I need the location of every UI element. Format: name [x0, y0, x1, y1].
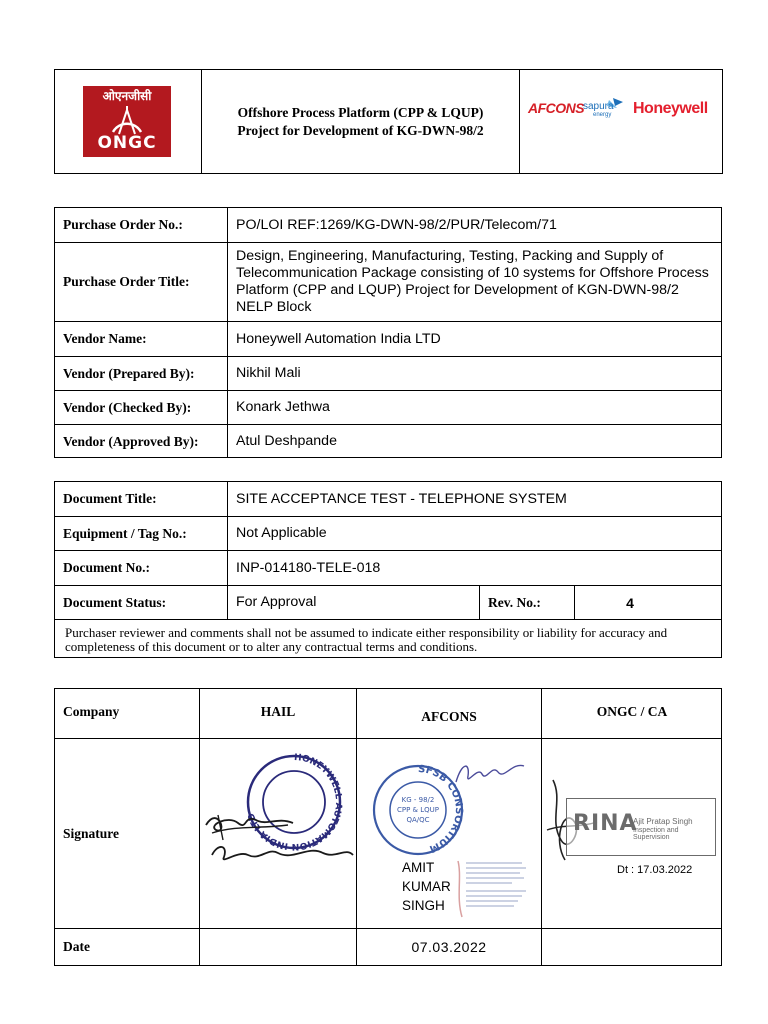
project-title: [202, 69, 519, 174]
doc-no-value: INP-014180-TELE-018: [236, 559, 381, 576]
digital-signature-block-icon: [452, 857, 538, 923]
rina-inspector-role: Inspection and Supervision: [633, 827, 679, 841]
approved-by-value: Atul Deshpande: [236, 433, 337, 449]
doc-no-label: Document No.:: [63, 560, 150, 575]
ongc-logo: [83, 86, 171, 157]
tag-no-label: Equipment / Tag No.:: [63, 525, 187, 541]
row-signature: Signature: [63, 825, 120, 841]
hail-signature-icon: [198, 795, 358, 875]
tag-no-value: Not Applicable: [236, 525, 327, 541]
prepared-by-value: Nikhil Mali: [236, 365, 301, 381]
disclaimer-note: Purchaser reviewer and comments shall not be assumed to indicate either responsibility or liability for accuracy and completeness of this document or to alter any contractual terms and conditions.: [65, 625, 668, 654]
svg-text:CPP & LQUP: CPP & LQUP: [397, 806, 439, 814]
vendor-name-value: Honeywell Automation India LTD: [236, 330, 441, 347]
doc-status-label: Document Status:: [63, 594, 167, 610]
ongc-logo-hindi: ओएनजीसी: [102, 89, 152, 103]
ongc-signature-date: Dt : 17.03.2022: [617, 864, 693, 876]
rev-no-value: 4: [626, 594, 634, 611]
doc-title-value: SITE ACCEPTANCE TEST - TELEPHONE SYSTEM: [236, 490, 567, 507]
checked-by-value: Konark Jethwa: [236, 399, 330, 415]
afcons-logo: AFCONS: [528, 100, 585, 116]
afcons-signature-icon: [452, 752, 532, 792]
svg-text:KG - 98/2: KG - 98/2: [401, 796, 435, 804]
svg-text:SFSB CONSORTIUM: SFSB CONSORTIUM: [417, 763, 465, 855]
checked-by-label: Vendor (Checked By):: [63, 399, 192, 415]
rev-no-label: Rev. No.:: [488, 594, 541, 610]
afcons-signer-name: AMIT KUMAR SINGH: [402, 860, 451, 913]
project-title-line1: Offshore Process Platform (CPP & LQUP): [237, 104, 484, 120]
project-title-line2: Project for Development of KG-DWN-98/2: [237, 122, 484, 138]
po-no-label: Purchase Order No.:: [63, 217, 183, 232]
approved-by-label: Vendor (Approved By):: [63, 433, 199, 449]
honeywell-logo: Honeywell: [633, 100, 708, 117]
rina-inspector-name: Ajit Pratap Singh: [633, 817, 693, 826]
row-date: Date: [63, 939, 90, 954]
po-title-value: Design, Engineering, Manufacturing, Testing, Packing and Supply of Telecommunication Package consisting of 10 systems for Offshore Process Platform (CPP and LQUP) Project for Development of KGN-DWN-98/2 NELP Block: [236, 248, 709, 315]
doc-title-label: Document Title:: [63, 491, 157, 506]
vendor-name-label: Vendor Name:: [63, 331, 147, 346]
sapura-logo-text: sapura: [583, 101, 614, 112]
po-title-label: Purchase Order Title:: [63, 274, 190, 289]
svg-text:QA/QC: QA/QC: [406, 816, 430, 824]
col-company: Company: [63, 704, 120, 719]
col-afcons: AFCONS: [421, 709, 477, 724]
prepared-by-label: Vendor (Prepared By):: [63, 365, 195, 381]
sapura-logo-subtext: energy: [593, 112, 612, 118]
ongc-logo-text: ONGC: [97, 133, 157, 153]
sapura-logo: [583, 96, 627, 124]
rina-stamp: [566, 798, 716, 856]
po-no-value: PO/LOI REF:1269/KG-DWN-98/2/PUR/Telecom/71: [236, 216, 557, 233]
col-ongc: ONGC / CA: [596, 704, 668, 719]
doc-status-value: For Approval: [236, 594, 317, 610]
rina-logo: RINA: [573, 811, 638, 836]
svg-text:HONEYWELL AUTOMATION INDIA LTD: HONEYWELL AUTOMATION INDIA LTD: [246, 752, 344, 852]
afcons-date: 07.03.2022: [411, 939, 487, 955]
col-hail: HAIL: [260, 704, 296, 719]
